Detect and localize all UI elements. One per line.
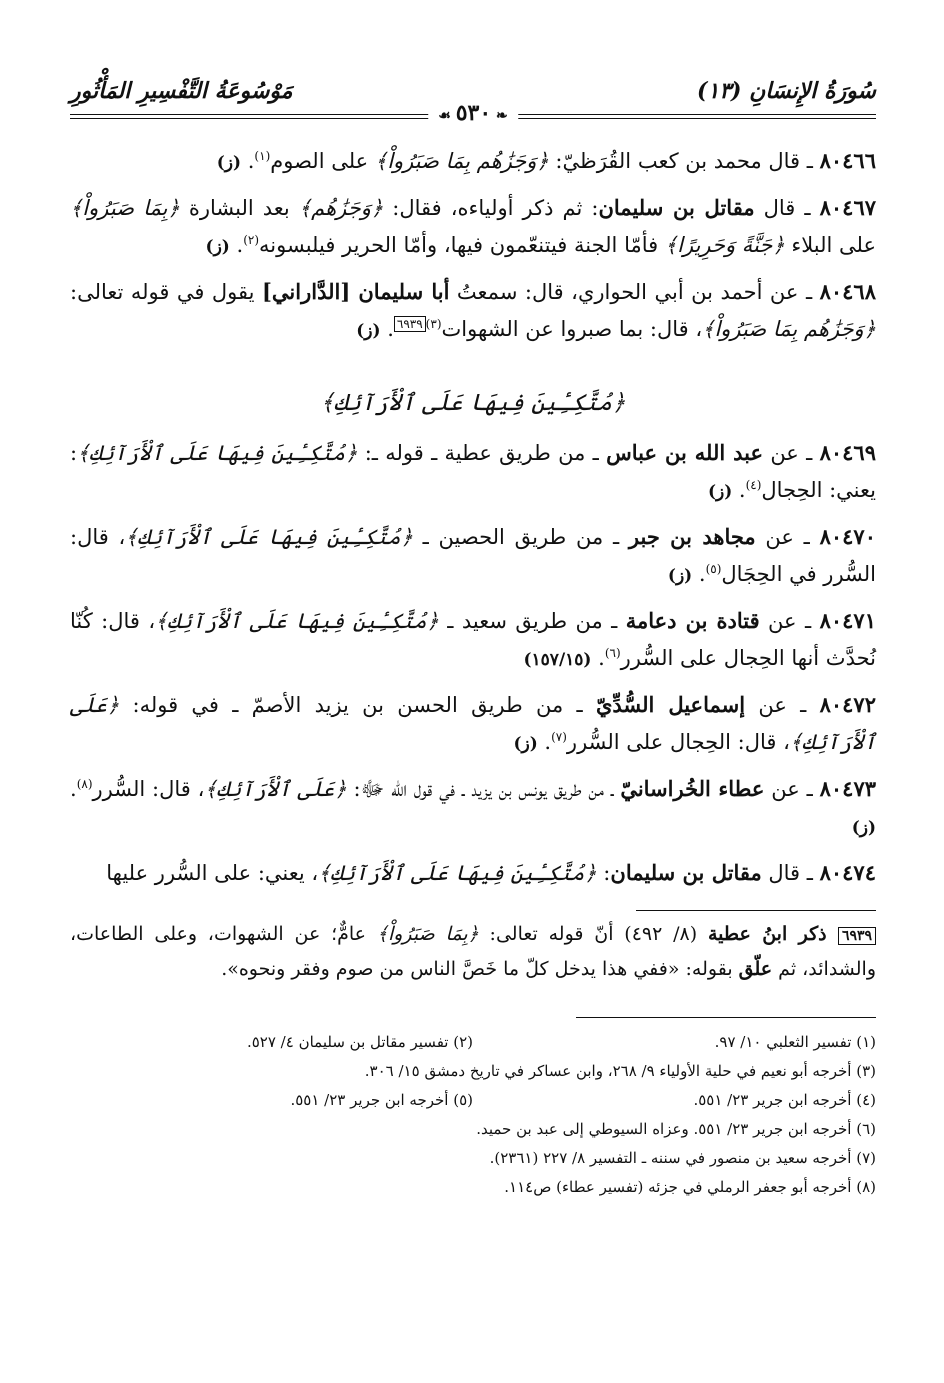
text-segment: ـ عن (759, 609, 820, 633)
text-segment: : يعني: الحِجال (70, 441, 876, 502)
text-segment: ذكر ابنُ عطية (707, 923, 838, 945)
text-segment: . (537, 730, 552, 754)
footnote: (١) تفسير الثعلبي ١٠/ ٩٧. (714, 1033, 876, 1051)
text-segment: بعد البشارة (179, 196, 299, 220)
footnote-separator (576, 1017, 876, 1018)
text-segment: . (591, 646, 605, 670)
text-segment: يقول في قوله تعالى: (70, 280, 262, 304)
main-text (70, 142, 876, 1202)
text-segment: (ز) (851, 818, 876, 838)
text-segment: ـ من طريق سعيد ـ (438, 609, 626, 633)
text-segment: علّق (738, 958, 773, 980)
text-segment: ٨٠٤٦٦ (819, 148, 876, 173)
text-segment: إسماعيل السُّدِّيّ (595, 692, 746, 717)
narration-entry (70, 854, 876, 892)
commentary-ref-box: ٦٩٣٩ (394, 316, 426, 332)
narration-entry (70, 518, 876, 595)
quran-quote: ﴿مُتَّكِـِٔينَ فِيهَا عَلَى ٱلْأَرَآئِكِ﴾ (155, 609, 439, 633)
text-segment: ـ من طريق يونس بن يزيد ـ في قول الله ﷻ: (346, 777, 621, 801)
footnote-marker: (١) (254, 149, 271, 163)
text-segment: ٨٠٤٧٣ (819, 776, 877, 801)
text-segment: . (229, 233, 244, 257)
footnote: (٤) أخرجه ابن جرير ٢٣/ ٥٥١. (693, 1091, 876, 1109)
text-segment: ـ من طريق عطية ـ قوله ـ: (357, 441, 607, 465)
text-segment: فأمّا الجنة فيتنعّمون فيها، وأمّا الحرير فيلبسونه (259, 233, 665, 257)
text-segment: ـ عن (764, 777, 820, 801)
narration-entry (70, 602, 876, 679)
section-heading: ﴿مُتَّكِـِٔينَ فِيهَا عَلَى ٱلْأَرَآئِكِ﴾ (320, 390, 626, 416)
text-segment: على البلاء (784, 233, 876, 257)
footnote: (٦) أخرجه ابن جرير ٢٣/ ٥٥١. وعزاه السيوطي إلى عبد بن حميد. (476, 1120, 876, 1138)
text-segment: بقوله: «ففي هذا يدخل كلّ ما خَصَّ الناس من صوم وفقر ونحوه». (221, 958, 739, 980)
quran-quote: ﴿جَنَّةً وَحَرِيرًا﴾ (664, 233, 785, 257)
text-segment: مجاهد بن جبر (628, 524, 756, 549)
narration-entry (70, 142, 876, 182)
quran-quote: ﴿بِمَا صَبَرُواْ﴾ (70, 196, 180, 220)
quran-quote: ﴿مُتَّكِـِٔينَ فِيهَا عَلَى ٱلْأَرَآئِكِ﴾ (318, 861, 597, 885)
text-segment: . (692, 562, 706, 586)
text-segment: . (241, 149, 255, 173)
footnote: (٣) أخرجه أبو نعيم في حلية الأولياء ٩/ ٢٦٨، وابن عساكر في تاريخ دمشق ١٥/ ٣٠٦. (364, 1062, 876, 1080)
text-segment: ٨٠٤٦٨ (819, 279, 876, 304)
quran-quote: ﴿وَجَزَٰهُم﴾ (298, 196, 384, 220)
running-header (70, 70, 876, 126)
quran-quote: ﴿وَجَزَٰهُم بِمَا صَبَرُواْ﴾ (374, 149, 549, 173)
text-segment: ـ عن (745, 693, 820, 717)
footnote-marker: (٥) (705, 562, 722, 576)
text-segment: (٨/ ٤٩٢) أنّ قوله تعالى: (478, 923, 708, 945)
footnotes (70, 1028, 876, 1202)
ornament-icon: ❧ (491, 108, 508, 124)
text-segment: (١٥٧/١٥) (523, 650, 592, 670)
text-segment: ، يعني: على السُّرر عليها (106, 861, 319, 885)
narration-entry (70, 770, 876, 847)
text-segment: (ز) (356, 321, 381, 341)
footnote: (٥) أخرجه ابن جرير ٢٣/ ٥٥١. (290, 1091, 473, 1109)
text-segment: ٨٠٤٧٠ (819, 524, 876, 549)
footnote-marker: (٧) (551, 730, 567, 744)
text-segment: ـ من طريق الحسن بن يزيد الأصمّ ـ في قوله: (119, 693, 596, 717)
text-segment: مقاتل بن سليمان (598, 195, 755, 220)
commentary-number-box: ٦٩٣٩ (838, 927, 876, 945)
text-segment: ، قال: الحِجال على السُّرر (566, 730, 790, 754)
footnote-marker: (٢) (243, 233, 260, 247)
quran-quote: ﴿عَلَى ٱلْأَرَآئِكِ﴾ (204, 777, 347, 801)
text-segment: ـ قال (761, 861, 820, 885)
text-segment: عطاء الخُراسانيّ (620, 776, 765, 801)
page-number (428, 100, 518, 126)
book-title: مَوْسُوعَةُ التَّفْسِيرِ المَأْثُورِ (70, 78, 293, 104)
text-segment: (ز) (667, 566, 693, 586)
footnote: (٢) تفسير مقاتل بن سليمان ٤/ ٥٢٧. (246, 1033, 473, 1051)
text-segment: ـ عن (763, 441, 820, 465)
surah-title: سُورَةُ الإِنسَانِ (١٣) (696, 78, 876, 104)
text-segment: . (732, 478, 746, 502)
text-segment: ، قال: بما صبروا عن الشهوات (441, 317, 703, 341)
text-segment: (ز) (513, 734, 538, 754)
text-segment: ٨٠٤٦٩ (819, 440, 876, 465)
text-segment: عامٌّ؛ عن الشهوات، وعلى الطاعات، والشدائد، ثم (70, 923, 876, 980)
quran-quote: ﴿عَلَى ٱلْأَرَآئِكِ﴾ (70, 693, 876, 754)
text-segment: عبد الله بن عباس (606, 440, 764, 465)
commentary-note (70, 917, 876, 987)
text-segment: مقاتل بن سليمان (610, 860, 762, 885)
text-segment: ـ قال محمد بن كعب القُرَظيّ: (548, 149, 820, 173)
text-segment: على الصوم (270, 149, 375, 173)
text-segment: ـ عن (755, 525, 820, 549)
text-segment: (ز) (707, 482, 733, 502)
text-segment: ٨٠٤٧٢ (819, 692, 876, 717)
narration-entry (70, 434, 876, 511)
text-segment: ، قال: السُّرر (92, 777, 205, 801)
text-segment: ، قال: كُنّا نُحدَّث أنها الحِجال على السُّرر (70, 609, 876, 670)
footnote-marker: (٨) (76, 777, 93, 791)
ornament-icon: ☙ (438, 108, 456, 124)
text-segment: ـ عن أحمد بن أبي الحواري، قال: سمعتُ (449, 280, 820, 304)
text-segment: (ز) (216, 153, 242, 173)
text-segment: : (596, 861, 611, 885)
footnote-marker: (٣) (425, 317, 442, 331)
footnote: (٧) أخرجه سعيد بن منصور في سننه ـ التفسير ٨/ ٢٢٧ (٢٣٦١). (489, 1149, 876, 1167)
footnote-row (70, 1028, 876, 1057)
narration-entry (70, 273, 876, 350)
text-segment: أبا سليمان [الدَّاراني] (261, 279, 450, 304)
quran-quote: ﴿مُتَّكِـِٔينَ فِيهَا عَلَى ٱلْأَرَآئِكِ﴾ (77, 441, 358, 465)
text-segment: ٨٠٤٧١ (819, 608, 876, 633)
text-segment: . (380, 317, 394, 341)
page (70, 70, 876, 1202)
text-segment: . (70, 777, 77, 801)
footnote-row (70, 1086, 876, 1115)
text-segment: ٨٠٤٧٤ (819, 860, 876, 885)
text-segment: ـ قال (754, 196, 820, 220)
text-segment: (ز) (205, 237, 230, 257)
quran-quote: ﴿مُتَّكِـِٔينَ فِيهَا عَلَى ٱلْأَرَآئِكِ﴾ (125, 525, 413, 549)
text-segment: قتادة بن دعامة (625, 608, 760, 633)
narration-entry (70, 686, 876, 763)
commentary-separator (636, 910, 876, 911)
text-segment: ٥٣٠ (455, 100, 492, 126)
text-segment: ، قال: السُّرر في الحِجَال (70, 525, 876, 586)
text-segment: : ثم ذكر أولياءه، فقال: (383, 196, 599, 220)
footnote-marker: (٤) (745, 478, 762, 492)
narration-entry (70, 189, 876, 266)
quran-quote: ﴿وَجَزَٰهُم بِمَا صَبَرُواْ﴾ (702, 317, 876, 341)
quran-quote: ﴿بِمَا صَبَرُواْ﴾ (376, 923, 479, 945)
text-segment: ـ من طريق الحصين ـ (412, 525, 629, 549)
footnote: (٨) أخرجه أبو جعفر الرملي في جزئه (تفسير عطاء) ص١١٤. (504, 1178, 876, 1196)
footnote-marker: (٦) (604, 646, 621, 660)
text-segment: ٨٠٤٦٧ (819, 195, 877, 220)
